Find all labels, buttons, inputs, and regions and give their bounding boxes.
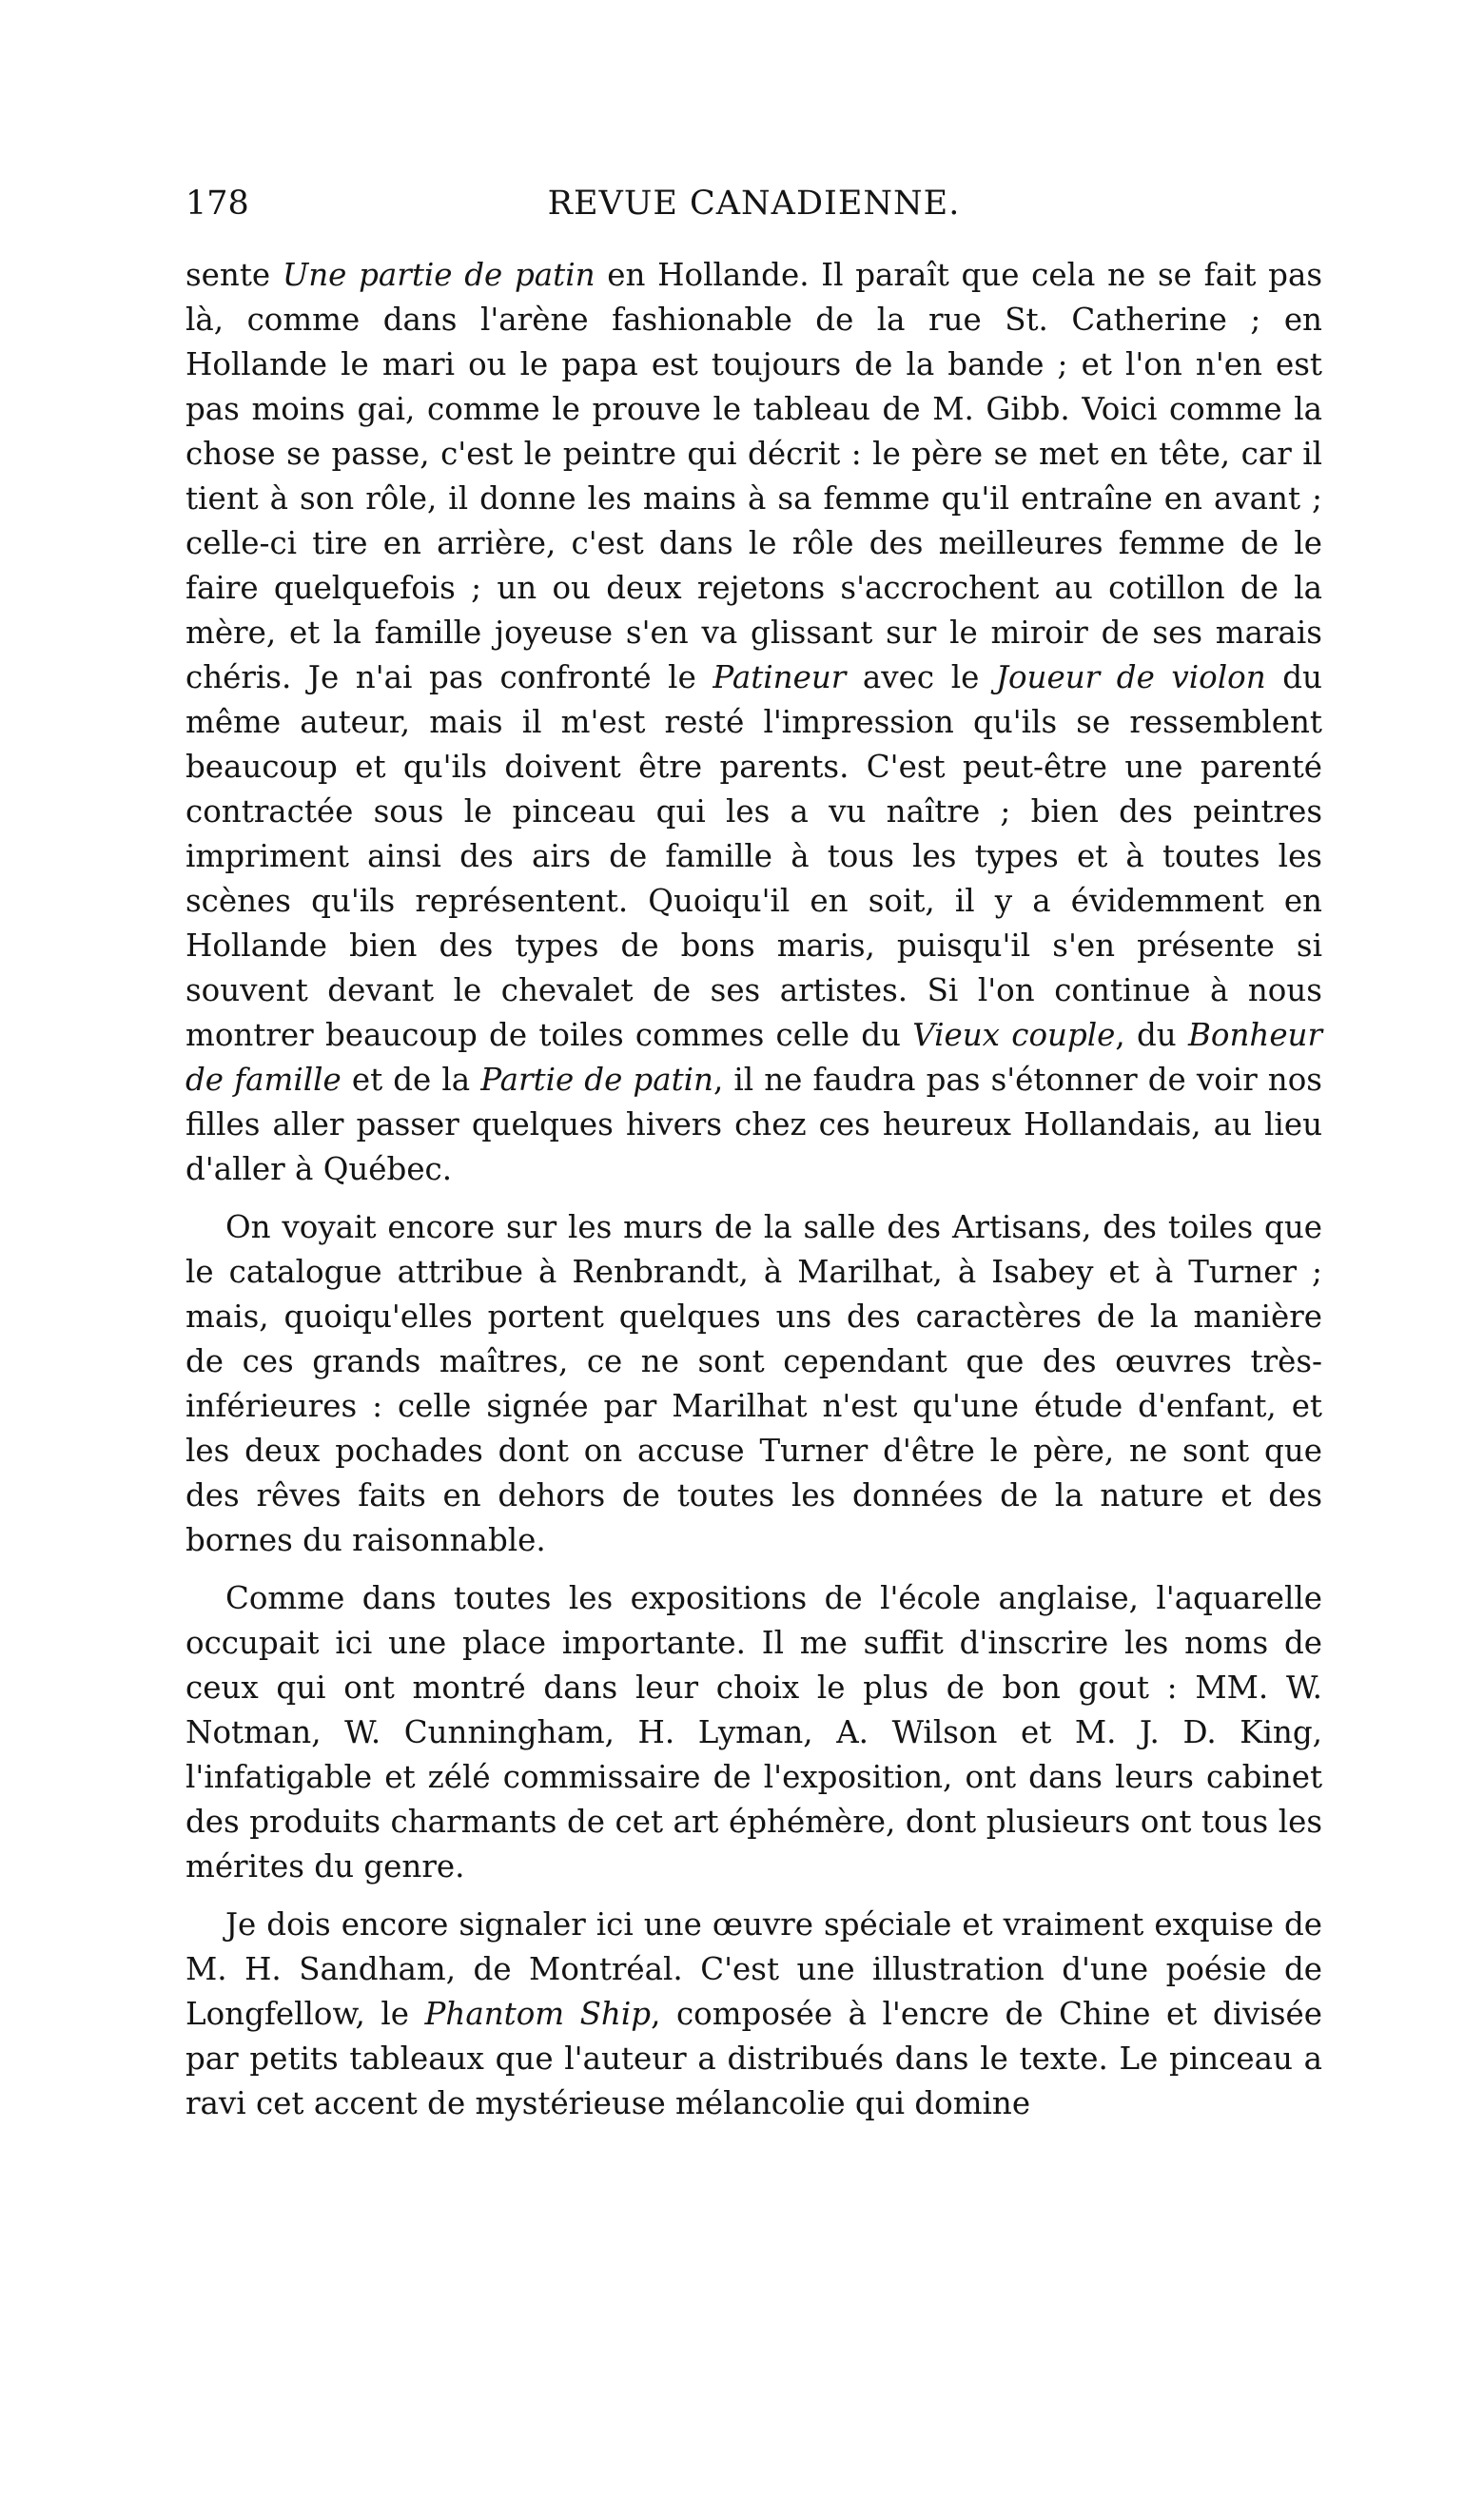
paragraph-2: On voyait encore sur les murs de la salle des Artisans, des toiles que le catalogue attribue à Renbrandt, à Marilhat, à Isabey et à Turner ; mais, quoiqu'elles portent quelques uns des caractères de la manière de ces grands maîtres, ce ne sont cependant que des œuvres très-inférieures : celle signée par Marilhat n'est qu'une étude d'enfant, et les deux pochades dont on accuse Turner d'être le père, ne sont que des rêves faits en dehors de toutes les données de la nature et des bornes du raisonnable. <box>186 1209 1322 1558</box>
text-segment: sente <box>186 257 283 293</box>
italic-title: Vieux couple <box>912 1017 1116 1053</box>
paragraph-1 <box>186 253 1322 1192</box>
paragraph-3: Comme dans toutes les expositions de l'école anglaise, l'aquarelle occupait ici une place importante. Il me suffit d'inscrire les noms de ceux qui ont montré dans leur choix le plus de bon gout : MM. W. Notman, W. Cunningham, H. Lyman, A. Wilson et M. J. D. King, l'infatigable et zélé commissaire de l'exposition, ont dans leurs cabinet des produits charmants de cet art éphémère, dont plusieurs ont tous les mérites du genre. <box>186 1580 1322 1885</box>
article-body <box>186 253 1322 2126</box>
text-segment: du même auteur, mais il m'est resté l'impression qu'ils se ressemblent beaucoup et qu'ils doivent être parents. C'est peut-être une parenté contractée sous le pinceau qui les a vu naître ; bien des peintres impriment ainsi des airs de famille à tous les types et à toutes les scènes qu'ils représentent. Quoiqu'il en soit, il y a évidemment en Hollande bien des types de bons maris, puisqu'il s'en présente si souvent devant le chevalet de ses artistes. Si l'on continue à nous montrer beaucoup de toiles commes celle du <box>186 659 1322 1053</box>
italic-title: Une partie de patin <box>282 257 596 293</box>
paragraph-4 <box>186 1903 1322 2126</box>
text-segment: , du <box>1115 1017 1188 1053</box>
italic-title: Joueur de violon <box>995 659 1266 695</box>
italic-title: Patineur <box>713 659 847 695</box>
page-number: 178 <box>186 185 249 223</box>
text-segment: et de la <box>341 1062 481 1098</box>
italic-title: Bonheur de famille <box>186 1017 1323 1098</box>
text-segment: , il ne faudra pas s'étonner de voir nos filles aller passer quelques hivers chez ces heureux Hollandais, au lieu d'aller à Québec. <box>186 1062 1322 1187</box>
document-page <box>186 181 1322 2139</box>
text-segment: Je dois encore signaler ici une œuvre spéciale et vraiment exquise de M. H. Sandham, de Montréal. C'est une illustration d'une poésie de Longfellow, le <box>186 1906 1322 2032</box>
italic-title: Partie de patin <box>480 1062 713 1098</box>
italic-title: Phantom Ship <box>424 1996 652 2032</box>
text-segment: en Hollande. Il paraît que cela ne se fait pas là, comme dans l'arène fashionable de la rue St. Catherine ; en Hollande le mari ou le papa est toujours de la bande ; et l'on n'en est pas moins gai, comme le prouve le tableau de M. Gibb. Voici comme la chose se passe, c'est le peintre qui décrit : le père se met en tête, car il tient à son rôle, il donne les mains à sa femme qu'il entraîne en avant ; celle-ci tire en arrière, c'est dans le rôle des meilleures femme de le faire quelquefois ; un ou deux rejetons s'accrochent au cotillon de la mère, et la famille joyeuse s'en va glissant sur le miroir de ses marais chéris. Je n'ai pas confronté le <box>186 257 1323 695</box>
text-segment: avec le <box>846 659 996 695</box>
running-head <box>186 181 1322 238</box>
journal-title: REVUE CANADIENNE. <box>547 185 961 223</box>
text-segment: , composée à l'encre de Chine et divisée par petits tableaux que l'auteur a distribués dans le texte. Le pinceau a ravi cet accent de mystérieuse mélancolie qui domine <box>186 1996 1323 2121</box>
